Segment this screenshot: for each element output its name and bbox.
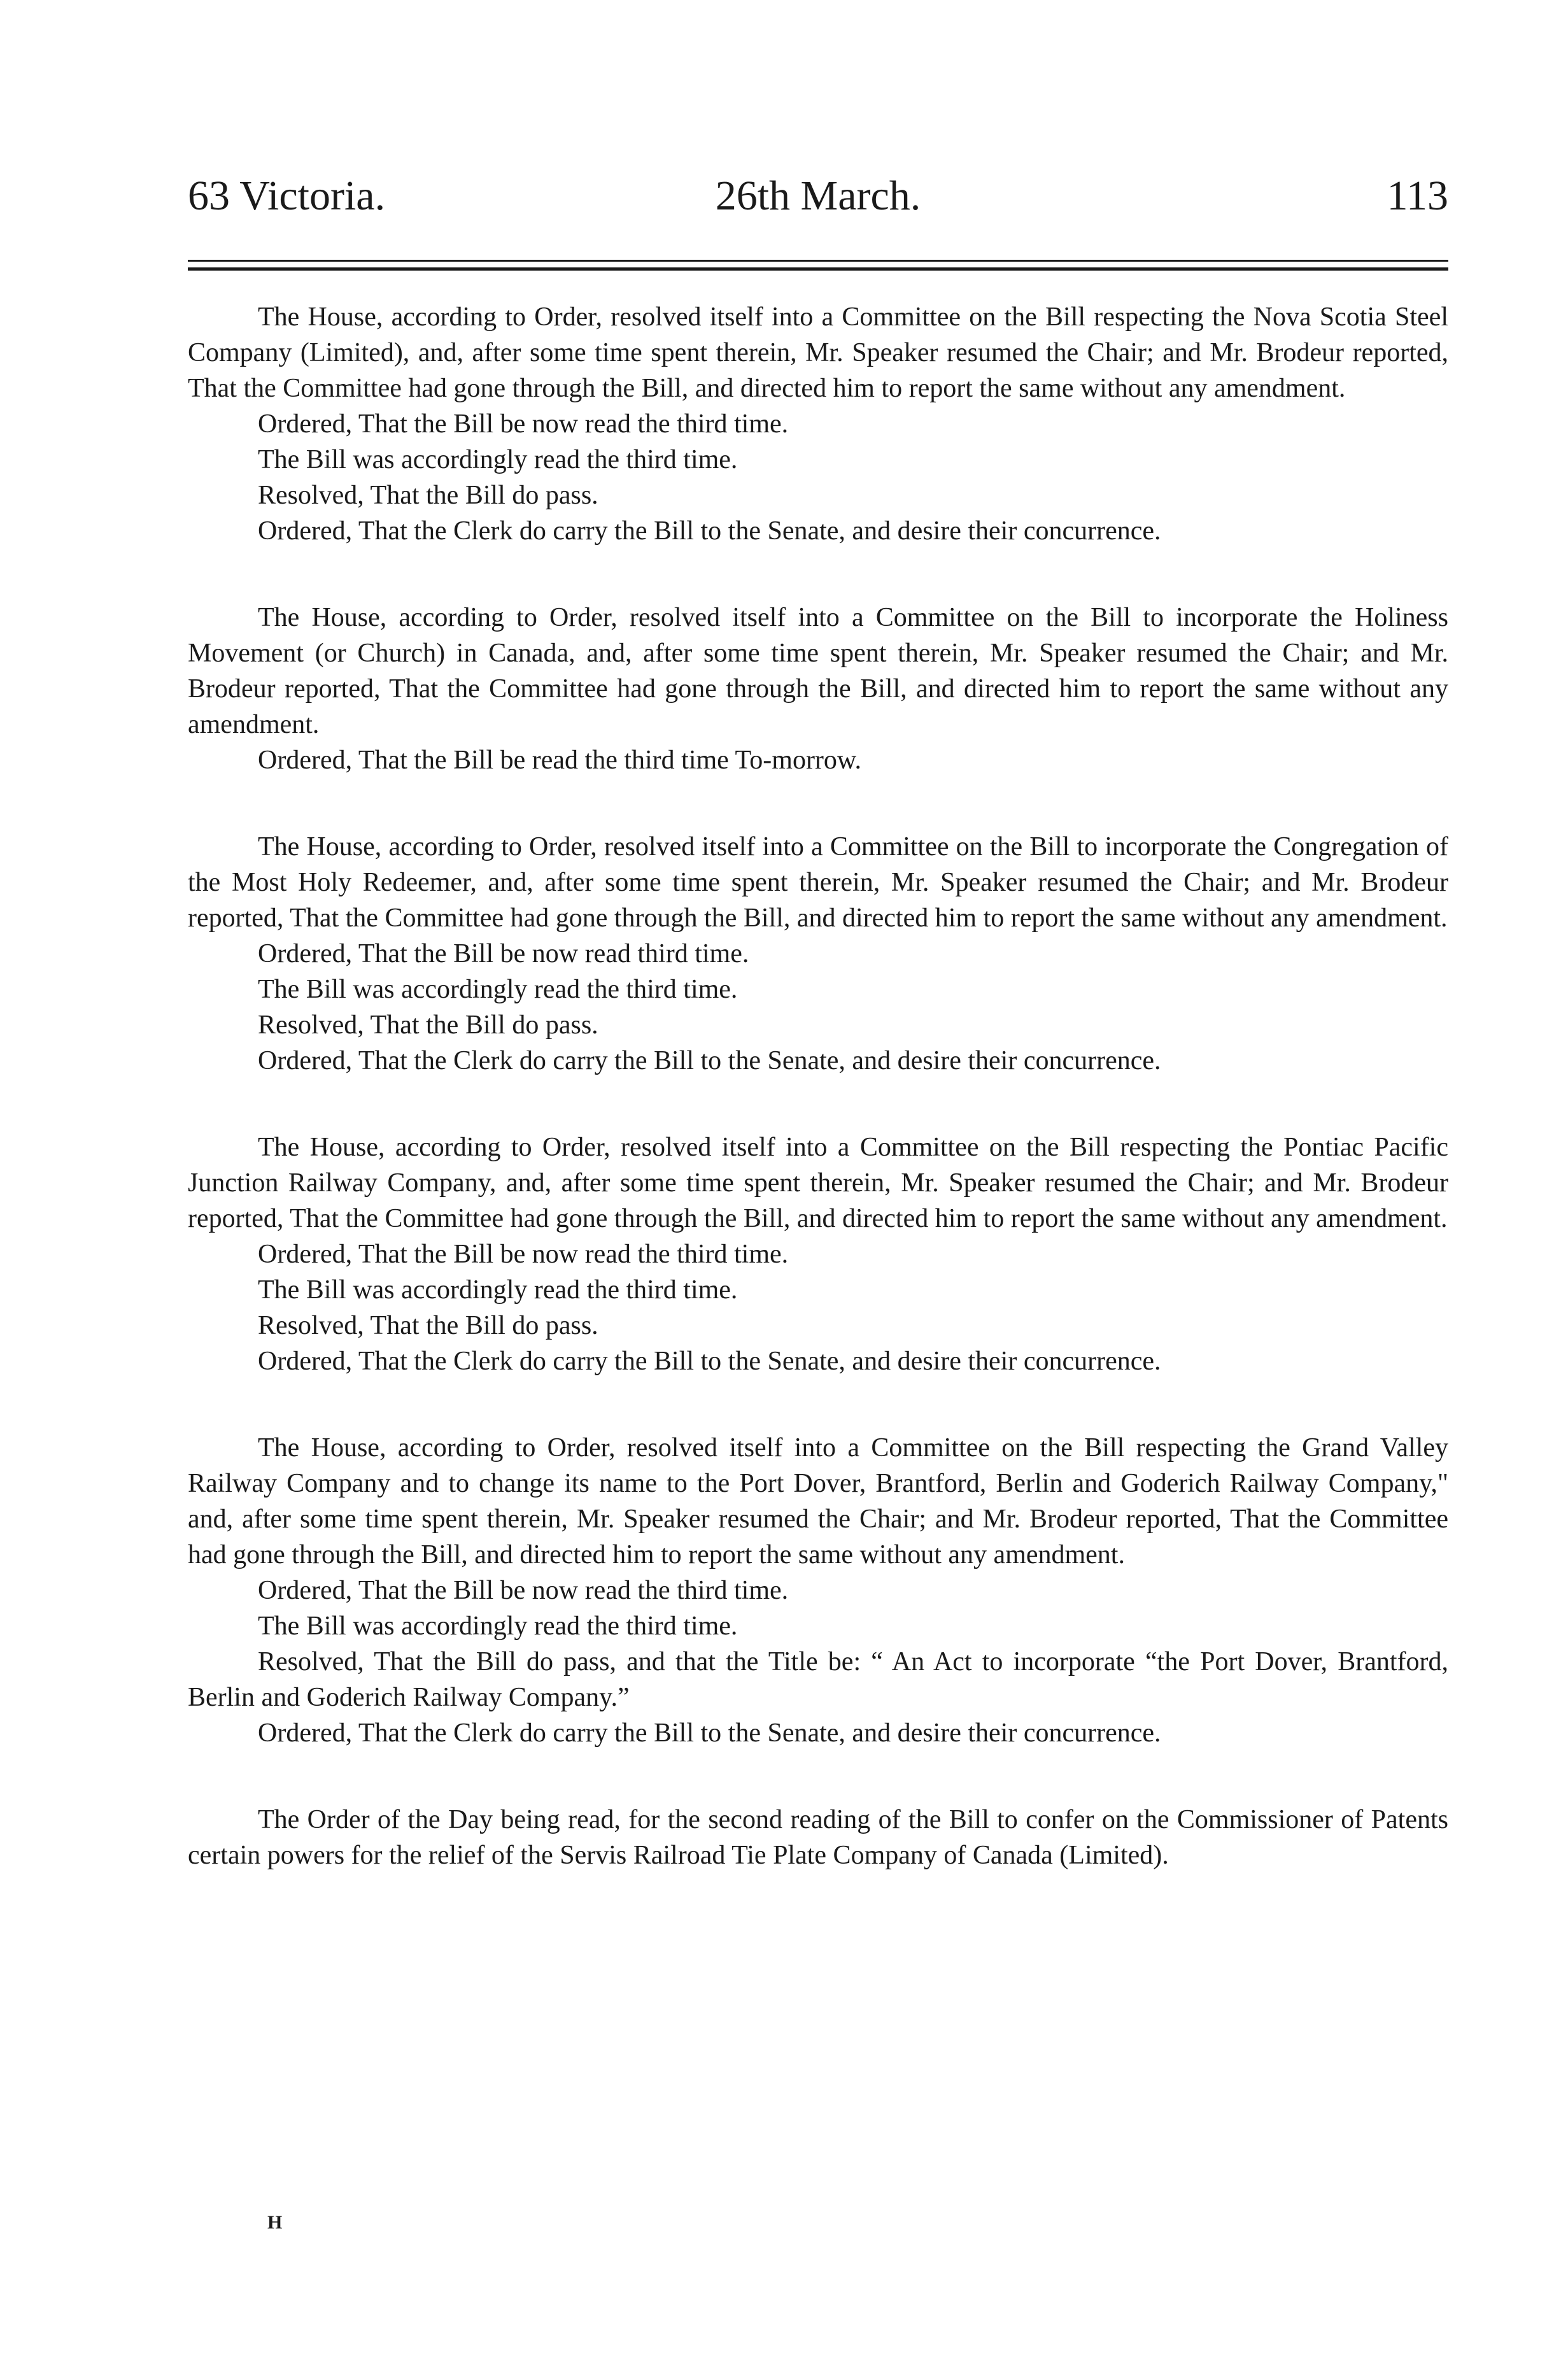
entry-grand-valley: [188, 1430, 1448, 1751]
page-header: [188, 171, 1448, 222]
entry-servis-railroad: [188, 1802, 1448, 1873]
entry-line: Ordered, That the Clerk do carry the Bill to the Senate, and desire their concurrence.: [258, 1718, 1161, 1748]
spacer: [188, 778, 1448, 829]
session-label: 63 Victoria.: [188, 173, 386, 219]
entry-line: The Bill was accordingly read the third time.: [258, 1611, 738, 1641]
entry-pontiac-pacific: [188, 1130, 1448, 1379]
entry-opening: The House, according to Order, resolved itself into a Committee on the Bill respecting the Pontiac Pacific Junction Railway Company, and, after some time spent therein, Mr. Speaker resumed the Chair; and Mr. Brodeur reported, That the Committee had gone through the Bill, and directed him to report the same without any amendment.: [188, 1133, 1448, 1233]
entry-opening: The House, according to Order, resolved itself into a Committee on the Bill respecting the Grand Valley Railway Company and to change its name to the Port Dover, Brantford, Berlin and Goderich Railway Company," and, after some time spent therein, Mr. Speaker resumed the Chair; and Mr. Brodeur reported, That the Committee had gone through the Bill, and directed him to report the same without any amendment.: [188, 1433, 1448, 1569]
entry-line: The Bill was accordingly read the third time.: [258, 975, 738, 1004]
page-body: [188, 299, 1448, 1873]
entry-line: Resolved, That the Bill do pass.: [258, 1010, 598, 1040]
spacer: [188, 549, 1448, 600]
entry-opening: The House, according to Order, resolved itself into a Committee on the Bill respecting the Nova Scotia Steel Company (Limited), and, after some time spent therein, Mr. Speaker resumed the Chair; and Mr. Brodeur reported, That the Committee had gone through the Bill, and directed him to report the same without any amendment.: [188, 302, 1448, 403]
entry-opening: The House, according to Order, resolved itself into a Committee on the Bill to incorporate the Holiness Movement (or Church) in Canada, and, after some time spent therein, Mr. Speaker resumed the Chair; and Mr. Brodeur reported, That the Committee had gone through the Bill, and directed him to report the same without any amendment.: [188, 603, 1448, 739]
signature-mark: H: [267, 2212, 283, 2233]
entry-opening: The Order of the Day being read, for the second reading of the Bill to confer on the Commissioner of Patents certain powers for the relief of the Servis Railroad Tie Plate Company of Canada (Limited).: [188, 1805, 1448, 1870]
entry-line: Resolved, That the Bill do pass, and that the Title be: “ An Act to incorporate “the Port Dover, Brantford, Berlin and Goderich Railway Company.”: [188, 1647, 1448, 1712]
entry-line: Ordered, That the Bill be now read third time.: [258, 939, 749, 968]
spacer: [188, 1751, 1448, 1802]
page-number: 113: [1387, 173, 1448, 219]
spacer: [188, 1379, 1448, 1430]
entry-line: Resolved, That the Bill do pass.: [258, 481, 598, 510]
entry-nova-scotia-steel: [188, 299, 1448, 549]
entry-opening: The House, according to Order, resolved itself into a Committee on the Bill to incorporate the Congregation of the Most Holy Redeemer, and, after some time spent therein, Mr. Speaker resumed the Chair; and Mr. Brodeur reported, That the Committee had gone through the Bill, and directed him to report the same without any amendment.: [188, 832, 1448, 933]
entry-line: The Bill was accordingly read the third time.: [258, 1275, 738, 1305]
entry-line: The Bill was accordingly read the third time.: [258, 445, 738, 474]
entry-most-holy-redeemer: [188, 829, 1448, 1079]
entry-line: Ordered, That the Bill be read the third time To-morrow.: [258, 746, 862, 775]
entry-line: Ordered, That the Clerk do carry the Bill to the Senate, and desire their concurrence.: [258, 1347, 1161, 1376]
entry-line: Ordered, That the Clerk do carry the Bill to the Senate, and desire their concurrence.: [258, 1046, 1161, 1075]
entry-line: Ordered, That the Clerk do carry the Bill to the Senate, and desire their concurrence.: [258, 516, 1161, 546]
header-rule-thick: [188, 267, 1448, 271]
entry-line: Ordered, That the Bill be now read the third time.: [258, 409, 789, 439]
entry-holiness-movement: [188, 600, 1448, 778]
entry-line: Resolved, That the Bill do pass.: [258, 1311, 598, 1340]
entry-line: Ordered, That the Bill be now read the third time.: [258, 1240, 789, 1269]
entry-line: Ordered, That the Bill be now read the third time.: [258, 1576, 789, 1605]
date-label: 26th March.: [715, 173, 921, 219]
header-rule-thin: [188, 260, 1448, 262]
spacer: [188, 1079, 1448, 1130]
